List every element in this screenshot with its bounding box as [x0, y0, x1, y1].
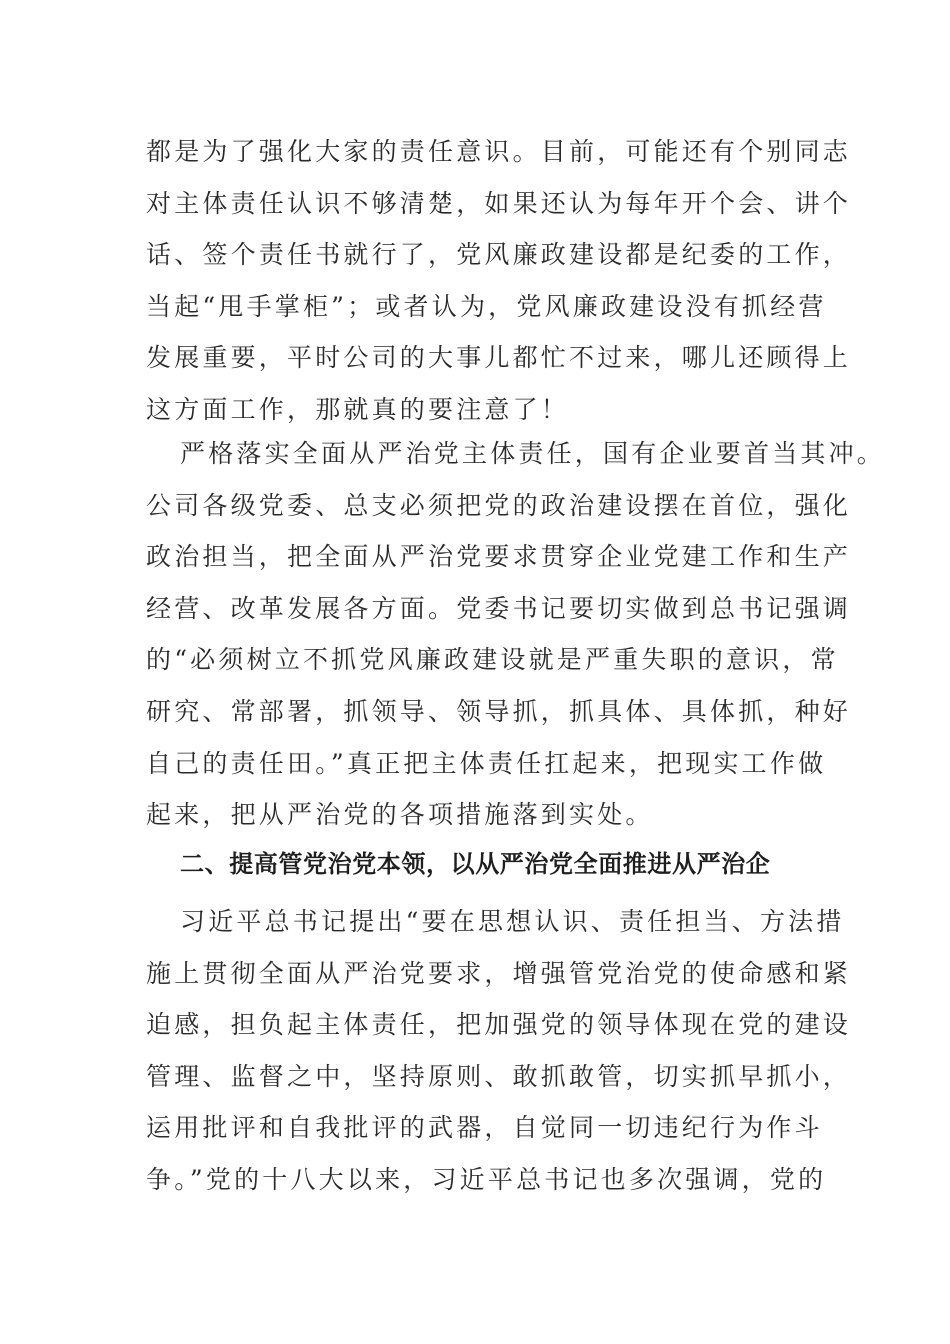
- text-line: 管理、监督之中，坚持原则、敢抓敢管，切实抓早抓小，: [146, 1061, 852, 1091]
- text-line: 对主体责任认识不够清楚，如果还认为每年开个会、讲个: [146, 188, 852, 218]
- text-line: 政治担当，把全面从严治党要求贯穿企业党建工作和生产: [146, 542, 852, 572]
- text-line: 自己的责任田。”真正把主体责任扛起来，把现实工作做: [146, 748, 827, 778]
- text-line: 争。”党的十八大以来，习近平总书记也多次强调，党的: [146, 1164, 827, 1194]
- paragraph-3: [146, 896, 852, 1206]
- text-line: 习近平总书记提出“要在思想认识、责任担当、方法措: [180, 907, 845, 936]
- text-line: 迫感，担负起主体责任，把加强党的领导体现在党的建设: [146, 1010, 852, 1040]
- text-line: 话、签个责任书就行了，党风廉政建设都是纪委的工作，: [146, 240, 852, 270]
- text-line: 都是为了强化大家的责任意识。目前，可能还有个别同志: [146, 137, 852, 166]
- text-line: 施上贯彻全面从严治党要求，增强管党治党的使命感和紧: [146, 958, 852, 988]
- paragraph-1: [146, 126, 852, 436]
- paragraph-2: [146, 428, 886, 841]
- text-line: 起来，把从严治党的各项措施落到实处。: [146, 800, 654, 830]
- text-line: 当起“甩手掌柜”；或者认为，党风廉政建设没有抓经营: [146, 291, 827, 321]
- text-line: 发展重要，平时公司的大事儿都忙不过来，哪儿还顾得上: [146, 343, 852, 373]
- text-line: 运用批评和自我批评的武器，自觉同一切违纪行为作斗: [146, 1113, 823, 1143]
- section-heading: 二、提高管党治党本领，以从严治党全面推进从严治企: [180, 850, 771, 878]
- text-line: 公司各级党委、总支必须把党的政治建设摆在首位，强化: [146, 490, 852, 520]
- text-line: 严格落实全面从严治党主体责任，国有企业要首当其冲。: [180, 439, 886, 468]
- text-line: 这方面工作，那就真的要注意了！: [146, 394, 570, 424]
- text-line: 研究、常部署，抓领导、领导抓，抓具体、具体抓，种好: [146, 696, 852, 726]
- text-line: 经营、改革发展各方面。党委书记要切实做到总书记强调: [146, 593, 852, 623]
- text-line: 的“必须树立不抓党风廉政建设就是严重失职的意识，常: [146, 645, 839, 675]
